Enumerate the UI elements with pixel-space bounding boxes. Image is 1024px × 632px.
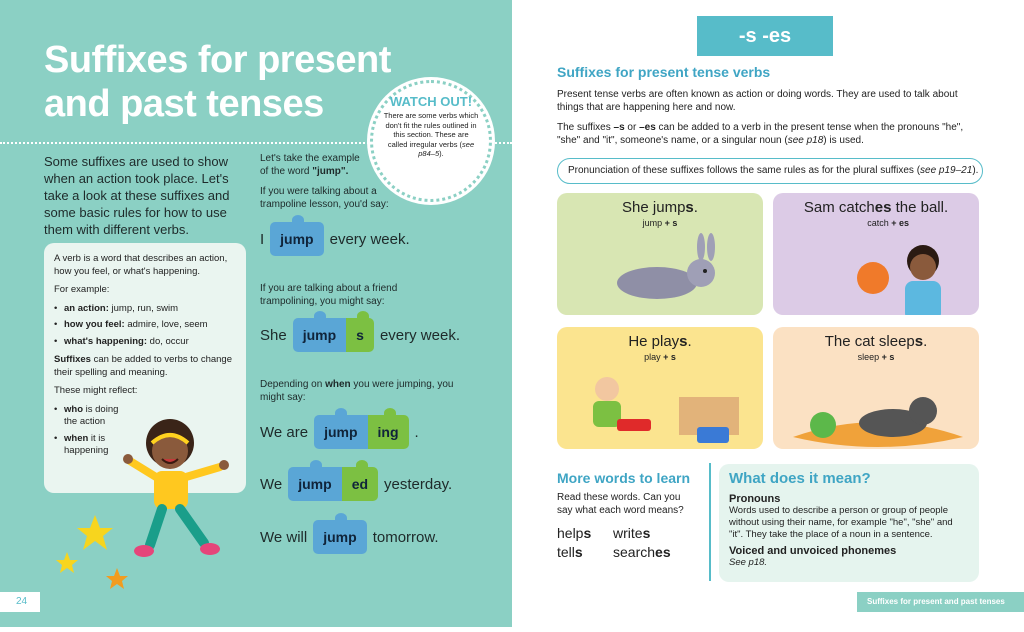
example-sentence-3 xyxy=(260,415,419,449)
suffix-puzzle-piece: ing xyxy=(368,415,409,449)
example-before: She xyxy=(260,326,287,344)
more-words-heading: More words to learn xyxy=(557,470,691,486)
word-tells: tells xyxy=(557,544,583,560)
watch-out-body: There are some verbs which don't fit the rules outlined in this section. These are called irregular verbs (see p84–5). xyxy=(383,111,479,158)
example-after: every week. xyxy=(379,326,460,344)
section-tab: -s -es xyxy=(697,16,833,56)
card-subtitle: sleep + s xyxy=(857,352,895,362)
example-sentence-2 xyxy=(260,318,460,352)
card-subtitle: jump + s xyxy=(642,218,678,228)
right-page xyxy=(512,0,1024,627)
example-before: We will xyxy=(260,528,308,546)
root-puzzle-piece: jump xyxy=(270,222,323,256)
card-he-plays xyxy=(557,327,763,449)
intro-text: Some suffixes are used to show when an action took place. Let's take a look at these suffixes and some basic rules for how to use them with different verbs. xyxy=(44,154,230,237)
card-title: The cat sleeps. xyxy=(824,333,928,350)
suffixes-paragraph: The suffixes –s or –es can be added to a verb in the present tense when the pronouns "he", "she" and "it", someone's name, or a singular noun (see p18) is used. xyxy=(557,122,964,146)
list-item: • what's happening: do, occur xyxy=(54,336,236,349)
list-item: • how you feel: admire, love, seem xyxy=(54,319,236,332)
word-helps: helps xyxy=(557,525,592,541)
root-puzzle-piece: jump xyxy=(314,415,367,449)
example-before: We are xyxy=(260,423,309,441)
rabbit-illustration xyxy=(597,233,727,313)
page-number-left: 24 xyxy=(0,592,40,612)
root-puzzle-piece: jump xyxy=(293,318,346,352)
reflect-label: These might reflect: xyxy=(54,385,138,396)
meaning-heading: What does it mean? xyxy=(729,470,871,487)
pronouns-term: Pronouns xyxy=(729,493,781,505)
example-before: We xyxy=(260,475,283,493)
card-cat-sleeps xyxy=(773,327,979,449)
card-subtitle: play + s xyxy=(644,352,676,362)
card-she-jumps xyxy=(557,193,763,315)
root-puzzle-piece: jump xyxy=(288,467,341,501)
phonemes-reference: See p18. xyxy=(729,557,768,568)
what-does-it-mean-box xyxy=(719,464,979,582)
page-title: Suffixes for present and past tenses xyxy=(44,39,391,125)
phonemes-term: Voiced and unvoiced phonemes xyxy=(729,545,897,557)
word-searches: searches xyxy=(613,544,671,560)
list-item: • when it is happening xyxy=(54,433,124,458)
star-decorations xyxy=(55,510,135,590)
list-item: • who is doing the action xyxy=(54,404,124,429)
friend-text: If you are talking about a friend trampolining, you might say: xyxy=(260,283,398,307)
page-number-right: 25 xyxy=(877,616,889,627)
lesson-text: If you were talking about a trampoline lesson, you'd say: xyxy=(260,186,389,210)
card-sam-catches xyxy=(773,193,979,315)
card-title: She jumps. xyxy=(622,199,698,216)
present-tense-paragraph: Present tense verbs are often known as action or doing words. They are used to talk about things that are happening here and now. xyxy=(557,89,958,113)
reflect-list xyxy=(54,404,124,458)
depending-text: Depending on when you were jumping, you might say: xyxy=(260,379,454,403)
card-title: Sam catches the ball. xyxy=(803,199,949,216)
example-after: yesterday. xyxy=(384,475,453,493)
card-subtitle: catch + es xyxy=(867,218,909,228)
for-example-label: For example: xyxy=(54,284,110,295)
pronunciation-note: Pronunciation of these suffixes follows the same rules as for the plural suffixes (see p19–21). xyxy=(557,158,983,184)
example-intro: Let's take the example of the word "jump". xyxy=(260,153,360,177)
example-after: every week. xyxy=(329,230,410,248)
example-before: I xyxy=(260,230,265,248)
word-writes: writes xyxy=(613,525,651,541)
section-heading: Suffixes for present tense verbs xyxy=(557,64,771,80)
watch-out-title: WATCH OUT! xyxy=(389,94,473,109)
pronouns-definition: Words used to describe a person or group of people without using their name, for example "he", "she" and "it". They take the place of a noun in a sentence. xyxy=(729,505,953,540)
suffix-puzzle-piece: ed xyxy=(342,467,378,501)
example-after: . xyxy=(414,423,419,441)
verb-examples-list xyxy=(54,303,236,349)
watch-out-badge xyxy=(370,80,492,202)
jumping-girl-illustration xyxy=(120,415,240,585)
sleeping-cat-illustration xyxy=(783,367,973,449)
example-sentence-5 xyxy=(260,520,439,554)
verb-definition: A verb is a word that describes an action, how you feel, or what's happening. xyxy=(54,253,228,277)
card-title: He plays. xyxy=(628,333,692,350)
root-puzzle-piece: jump xyxy=(313,520,366,554)
example-sentence-1 xyxy=(260,222,410,256)
example-after: tomorrow. xyxy=(372,528,439,546)
suffixes-definition: Suffixes can be added to verbs to change their spelling and meaning. xyxy=(54,354,232,378)
more-words-text: Read these words. Can you say what each word means? xyxy=(557,492,684,516)
vertical-divider xyxy=(709,463,711,581)
girl-catching-ball-illustration xyxy=(853,233,979,315)
list-item: • an action: jump, run, swim xyxy=(54,303,236,316)
left-page xyxy=(0,0,512,627)
page-footer: Suffixes for present and past tenses | 25 xyxy=(857,592,1024,612)
suffix-puzzle-piece: s xyxy=(346,318,374,352)
boy-playing-illustration xyxy=(567,367,757,447)
example-sentence-4 xyxy=(260,467,452,501)
